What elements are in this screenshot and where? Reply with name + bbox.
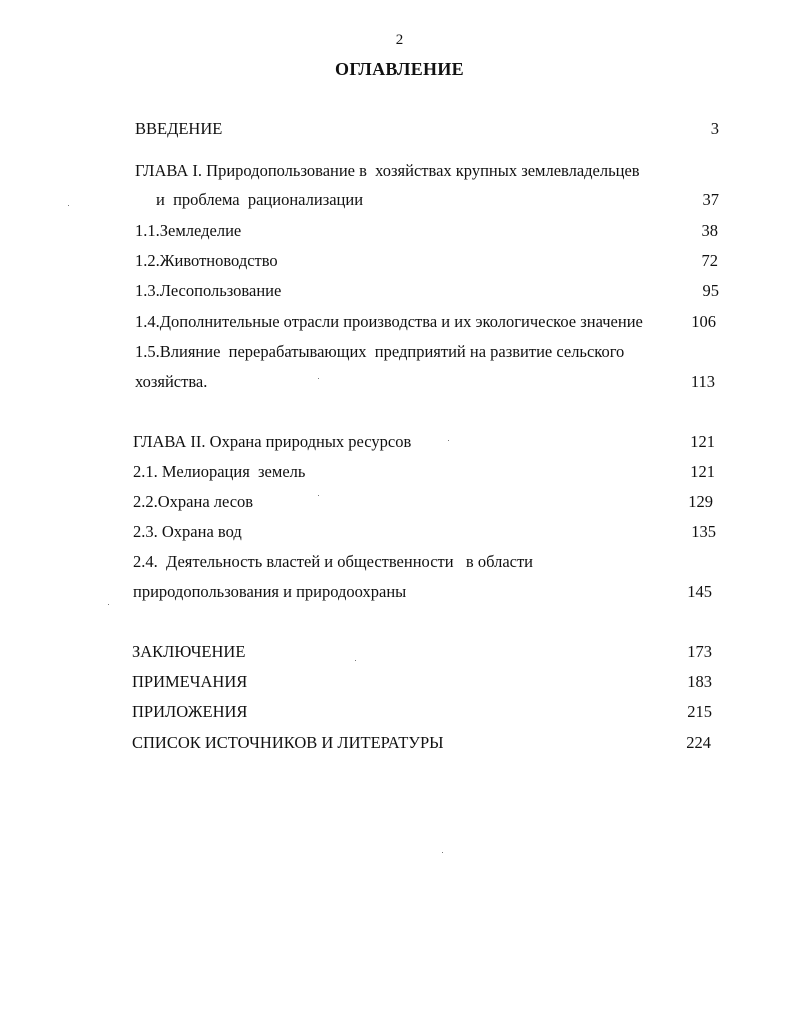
page-number: 2: [395, 32, 404, 48]
toc-page-2-1: 121: [690, 462, 715, 481]
toc-entry-1-3: 1.3.Лесопользование: [135, 281, 282, 300]
toc-page-bibliography: 224: [686, 733, 711, 752]
toc-entry-1-2: 1.2.Животноводство: [135, 251, 278, 270]
toc-entry-1-1: 1.1.Земледелие: [135, 221, 242, 240]
toc-chapter1-title-line2: и проблема рационализации: [156, 190, 364, 209]
toc-entry-1-5-line2: хозяйства.: [135, 372, 208, 391]
scan-speck: [68, 205, 69, 206]
toc-entry-2-4-line1: 2.4. Деятельность властей и общественности в области: [133, 552, 534, 571]
toc-page-2-3: 135: [691, 522, 716, 541]
toc-page-appendices: 215: [687, 702, 712, 721]
toc-entry-2-4-line2: природопользования и природоохраны: [133, 582, 407, 601]
scan-speck: [108, 604, 109, 605]
toc-page-chapter1: 37: [702, 190, 719, 209]
toc-entry-1-4: 1.4.Дополнительные отрасли производства и их экологическое значение: [135, 312, 643, 331]
scan-speck: [318, 378, 319, 379]
scan-speck: [442, 852, 443, 853]
toc-page-conclusion: 173: [687, 642, 712, 661]
page-title: ОГЛАВЛЕНИЕ: [335, 59, 464, 79]
toc-entry-2-2: 2.2.Охрана лесов: [133, 492, 254, 511]
toc-entry-2-3: 2.3. Охрана вод: [133, 522, 242, 541]
toc-page-1-5: 113: [690, 372, 715, 391]
toc-page-1-3: 95: [702, 281, 719, 300]
toc-entry-appendices: ПРИЛОЖЕНИЯ: [132, 702, 248, 721]
scan-speck: [318, 495, 319, 496]
toc-page-2-2: 129: [688, 492, 713, 511]
toc-page-intro: 3: [710, 119, 719, 138]
toc-chapter2-title: ГЛАВА II. Охрана природных ресурсов: [133, 432, 412, 451]
toc-page-2-4: 145: [687, 582, 712, 601]
toc-entry-conclusion: ЗАКЛЮЧЕНИЕ: [132, 642, 246, 661]
toc-chapter1-title-line1: ГЛАВА I. Природопользование в хозяйствах крупных землевладельцев: [135, 161, 640, 180]
toc-page-chapter2: 121: [690, 432, 715, 451]
scan-speck: [448, 440, 449, 441]
toc-entry-1-5-line1: 1.5.Влияние перерабатывающих предприятий на развитие сельского: [135, 342, 625, 361]
toc-entry-notes: ПРИМЕЧАНИЯ: [132, 672, 248, 691]
toc-page-1-4: 106: [691, 312, 716, 331]
toc-entry-intro: ВВЕДЕНИЕ: [135, 119, 223, 138]
toc-page-1-1: 38: [701, 221, 718, 240]
toc-page-1-2: 72: [701, 251, 718, 270]
toc-page-notes: 183: [687, 672, 712, 691]
toc-entry-2-1: 2.1. Мелиорация земель: [133, 462, 306, 481]
toc-entry-bibliography: СПИСОК ИСТОЧНИКОВ И ЛИТЕРАТУРЫ: [132, 733, 444, 752]
scan-speck: [355, 660, 356, 661]
